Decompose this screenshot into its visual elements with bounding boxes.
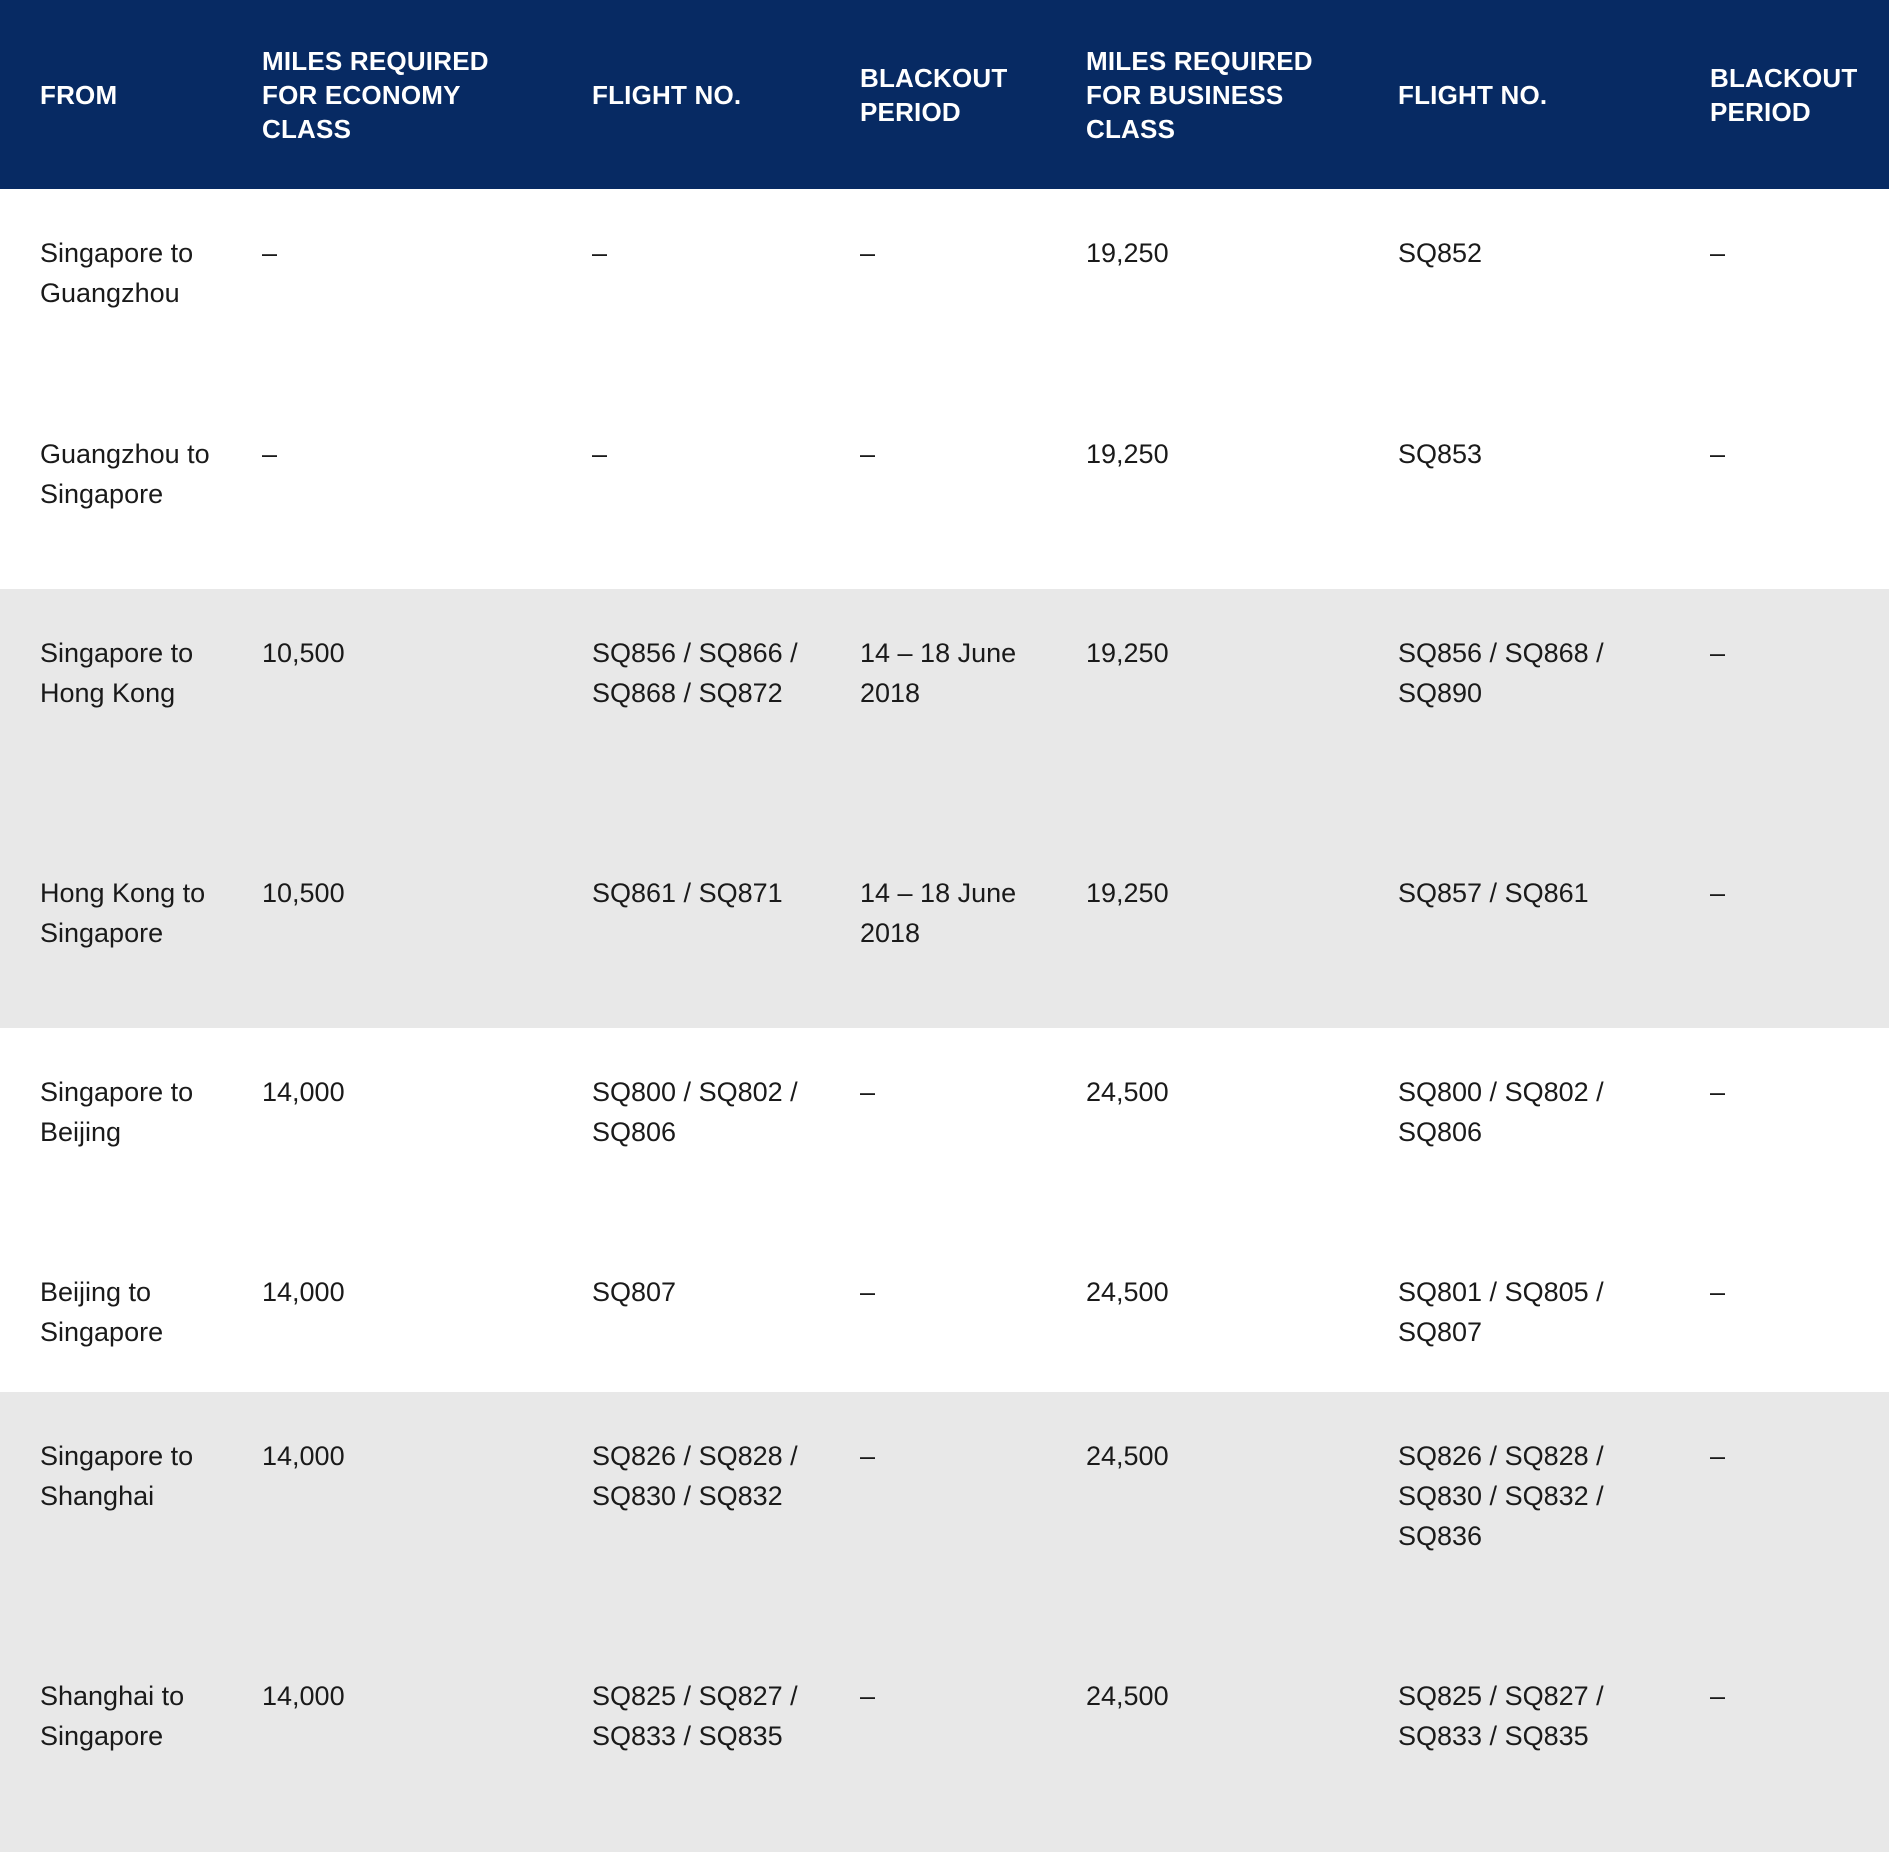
cell-business-miles: 24,500: [1086, 1681, 1169, 1711]
cell-business-blackout: –: [1710, 1441, 1726, 1471]
table-row: [0, 1632, 1889, 1852]
cell-business-miles: 19,250: [1086, 638, 1169, 668]
cell-business-flight-no: SQ852: [1398, 238, 1483, 268]
cell-from: Singapore to Guangzhou: [40, 238, 194, 308]
cell-economy-miles: 14,000: [262, 1441, 345, 1471]
cell-economy-blackout: –: [860, 1441, 876, 1471]
cell-economy-miles: 14,000: [262, 1277, 345, 1307]
cell-economy-blackout: –: [860, 238, 876, 268]
cell-from: Singapore to Hong Kong: [40, 638, 194, 708]
cell-economy-blackout: –: [860, 439, 876, 469]
cell-business-miles: 19,250: [1086, 878, 1169, 908]
cell-economy-blackout: –: [860, 1277, 876, 1307]
cell-business-blackout: –: [1710, 1077, 1726, 1107]
cell-economy-miles: 14,000: [262, 1681, 345, 1711]
cell-business-blackout: –: [1710, 638, 1726, 668]
cell-economy-blackout: –: [860, 1077, 876, 1107]
cell-business-flight-no: SQ826 / SQ828 / SQ830 / SQ832 / SQ836: [1398, 1441, 1604, 1551]
cell-business-flight-no: SQ825 / SQ827 / SQ833 / SQ835: [1398, 1681, 1604, 1751]
cell-business-flight-no: SQ801 / SQ805 / SQ807: [1398, 1277, 1604, 1347]
cell-business-blackout: –: [1710, 439, 1726, 469]
cell-from: Singapore to Beijing: [40, 1077, 194, 1147]
cell-business-blackout: –: [1710, 238, 1726, 268]
cell-from: Hong Kong to Singapore: [40, 878, 206, 948]
table-row: [0, 1028, 1889, 1228]
cell-economy-flight-no: –: [592, 238, 608, 268]
cell-business-flight-no: SQ853: [1398, 439, 1483, 469]
header-business-blackout: BLACKOUT PERIOD: [1710, 62, 1858, 127]
cell-business-flight-no: SQ857 / SQ861: [1398, 878, 1589, 908]
cell-from: Guangzhou to Singapore: [40, 439, 210, 509]
header-economy-flight-no: FLIGHT NO.: [592, 79, 742, 110]
cell-business-miles: 24,500: [1086, 1077, 1169, 1107]
table-row: [0, 829, 1889, 1028]
cell-economy-flight-no: SQ800 / SQ802 / SQ806: [592, 1077, 798, 1147]
cell-business-miles: 19,250: [1086, 439, 1169, 469]
cell-economy-blackout: 14 – 18 June 2018: [860, 878, 1017, 948]
cell-business-flight-no: SQ800 / SQ802 / SQ806: [1398, 1077, 1604, 1147]
cell-business-blackout: –: [1710, 1681, 1726, 1711]
cell-business-blackout: –: [1710, 878, 1726, 908]
cell-business-miles: 19,250: [1086, 238, 1169, 268]
cell-economy-miles: 14,000: [262, 1077, 345, 1107]
table-row: [0, 390, 1889, 589]
cell-economy-flight-no: –: [592, 439, 608, 469]
cell-economy-blackout: 14 – 18 June 2018: [860, 638, 1017, 708]
cell-business-miles: 24,500: [1086, 1277, 1169, 1307]
cell-economy-flight-no: SQ861 / SQ871: [592, 878, 783, 908]
cell-business-flight-no: SQ856 / SQ868 / SQ890: [1398, 638, 1604, 708]
header-business-miles: MILES REQUIRED FOR BUSINESS CLASS: [1086, 45, 1313, 144]
cell-economy-blackout: –: [860, 1681, 876, 1711]
cell-economy-flight-no: SQ856 / SQ866 / SQ868 / SQ872: [592, 638, 798, 708]
cell-economy-flight-no: SQ807: [592, 1277, 677, 1307]
table-header: [0, 0, 1889, 189]
table-row: [0, 189, 1889, 390]
table-row: [0, 1392, 1889, 1632]
cell-from: Shanghai to Singapore: [40, 1681, 185, 1751]
cell-business-miles: 24,500: [1086, 1441, 1169, 1471]
header-row: [0, 0, 1889, 189]
cell-economy-miles: 10,500: [262, 638, 345, 668]
cell-economy-flight-no: SQ825 / SQ827 / SQ833 / SQ835: [592, 1681, 798, 1751]
cell-business-blackout: –: [1710, 1277, 1726, 1307]
cell-from: Beijing to Singapore: [40, 1277, 164, 1347]
cell-economy-flight-no: SQ826 / SQ828 / SQ830 / SQ832: [592, 1441, 798, 1511]
table-row: [0, 589, 1889, 829]
cell-from: Singapore to Shanghai: [40, 1441, 194, 1511]
header-economy-miles: MILES REQUIRED FOR ECONOMY CLASS: [262, 45, 489, 144]
table-body: [0, 189, 1889, 1852]
table-row: [0, 1228, 1889, 1392]
header-from: FROM: [40, 79, 118, 110]
cell-economy-miles: –: [262, 238, 278, 268]
cell-economy-miles: –: [262, 439, 278, 469]
header-economy-blackout: BLACKOUT PERIOD: [860, 62, 1008, 127]
cell-economy-miles: 10,500: [262, 878, 345, 908]
header-business-flight-no: FLIGHT NO.: [1398, 79, 1548, 110]
